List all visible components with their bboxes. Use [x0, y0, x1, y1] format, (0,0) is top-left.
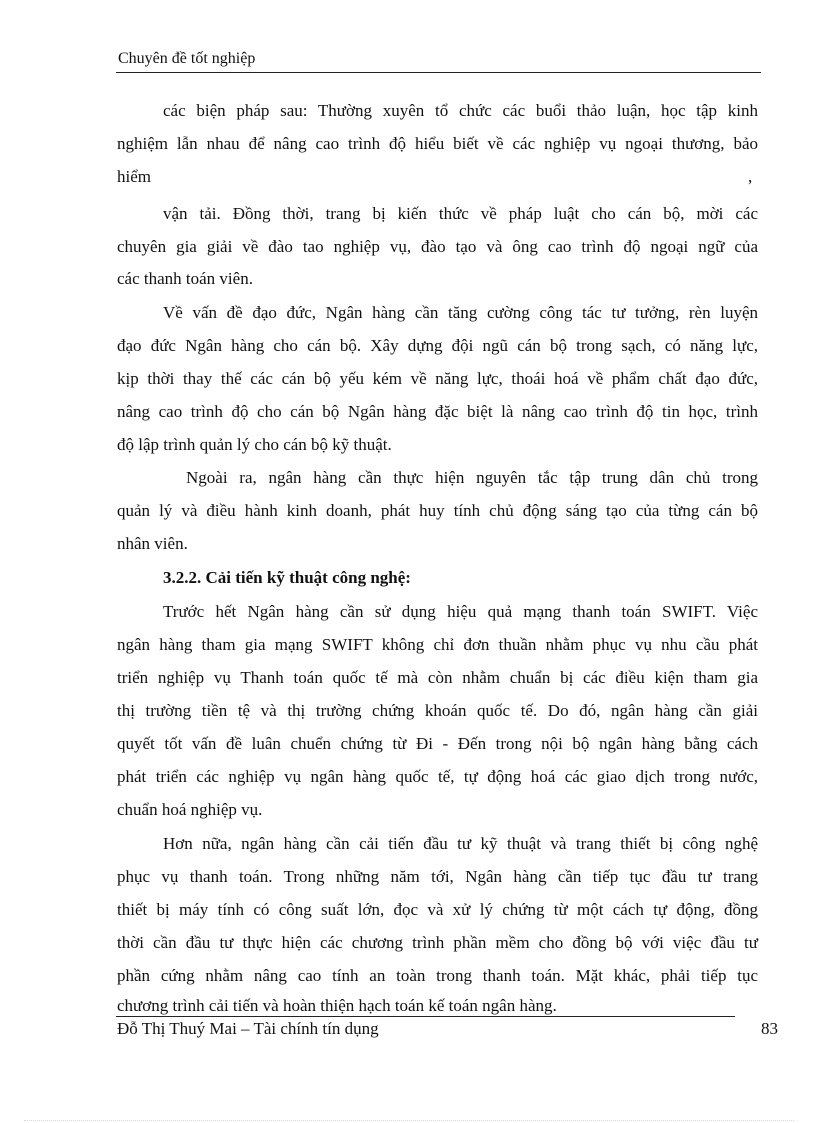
body-line: Hơn nữa, ngân hàng cần cải tiến đầu tư kỹ thuật và trang thiết bị công nghệ	[163, 834, 758, 853]
body-line: các biện pháp sau: Thường xuyên tổ chức các buổi thảo luận, học tập kinh	[163, 101, 758, 120]
body-line: quản lý và điều hành kinh doanh, phát huy tính chủ động sáng tạo của từng cán bộ	[117, 501, 758, 520]
body-line: vận tải. Đồng thời, trang bị kiến thức về pháp luật cho cán bộ, mời các	[163, 204, 758, 223]
body-line: nghiệm lẫn nhau để nâng cao trình độ hiểu biết về các nghiệp vụ ngoại thương, bảo	[117, 134, 758, 153]
body-line: nhân viên.	[117, 534, 188, 553]
header-divider	[116, 72, 761, 73]
body-line: chuẩn hoá nghiệp vụ.	[117, 800, 263, 819]
body-line: chuyên gia giải về đào tao nghiệp vụ, đào tạo và ông cao trình độ ngoại ngữ của	[117, 237, 758, 256]
body-line: chương trình cải tiến và hoàn thiện hạch toán kế toán ngân hàng.	[117, 996, 557, 1015]
body-line: kịp thời thay thế các cán bộ yếu kém về năng lực, thoái hoá về phẩm chất đạo đức,	[117, 369, 758, 388]
body-line: phần cứng nhằm nâng cao tính an toàn trong thanh toán. Mặt khác, phải tiếp tục	[117, 966, 758, 985]
body-line: ngân hàng tham gia mạng SWIFT không chỉ đơn thuần nhằm phục vụ nhu cầu phát	[117, 635, 758, 654]
section-heading: 3.2.2. Cải tiến kỹ thuật công nghệ:	[163, 568, 411, 587]
page-edge-divider	[24, 1120, 794, 1121]
body-line: Ngoài ra, ngân hàng cần thực hiện nguyên tắc tập trung dân chủ trong	[186, 468, 758, 487]
page-number: 83	[761, 1019, 778, 1038]
body-line: các thanh toán viên.	[117, 269, 253, 288]
body-line: nâng cao trình độ cho cán bộ Ngân hàng đặc biệt là nâng cao trình độ tin học, trình	[117, 402, 758, 421]
body-line: Về vấn đề đạo đức, Ngân hàng cần tăng cường công tác tư tưởng, rèn luyện	[163, 303, 758, 322]
body-line: Trước hết Ngân hàng cần sử dụng hiệu quả mạng thanh toán SWIFT. Việc	[163, 602, 758, 621]
body-line: quyết tốt vấn đề luân chuển chứng từ Đi - Đến trong nội bộ ngân hàng bằng cách	[117, 734, 758, 753]
body-line: ,	[748, 167, 753, 186]
footer-author: Đỗ Thị Thuý Mai – Tài chính tín dụng	[117, 1019, 379, 1038]
body-line: thiết bị máy tính có công suất lớn, đọc và xử lý chứng từ một cách tự động, đồng	[117, 900, 758, 919]
body-line: thời cần đầu tư thực hiện các chương trình phần mềm cho đồng bộ với việc đầu tư	[117, 933, 758, 952]
body-line: phát triển các nghiệp vụ ngân hàng quốc tế, tự động hoá các giao dịch trong nước,	[117, 767, 758, 786]
body-line: đạo đức Ngân hàng cho cán bộ. Xây dựng đội ngũ cán bộ trong sạch, có năng lực,	[117, 336, 758, 355]
body-line: triển nghiệp vụ Thanh toán quốc tế mà còn nhằm chuẩn bị các điều kiện tham gia	[117, 668, 758, 687]
body-line: phục vụ thanh toán. Trong những năm tới, Ngân hàng cần tiếp tục đầu tư trang	[117, 867, 758, 886]
body-line: độ lập trình quản lý cho cán bộ kỹ thuật.	[117, 435, 392, 454]
body-line: thị trường tiền tệ và thị trường chứng khoán quốc tế. Do đó, ngân hàng cần giải	[117, 701, 758, 720]
page-header-title: Chuyên đề tốt nghiệp	[118, 50, 256, 67]
body-line: hiểm	[117, 167, 151, 186]
